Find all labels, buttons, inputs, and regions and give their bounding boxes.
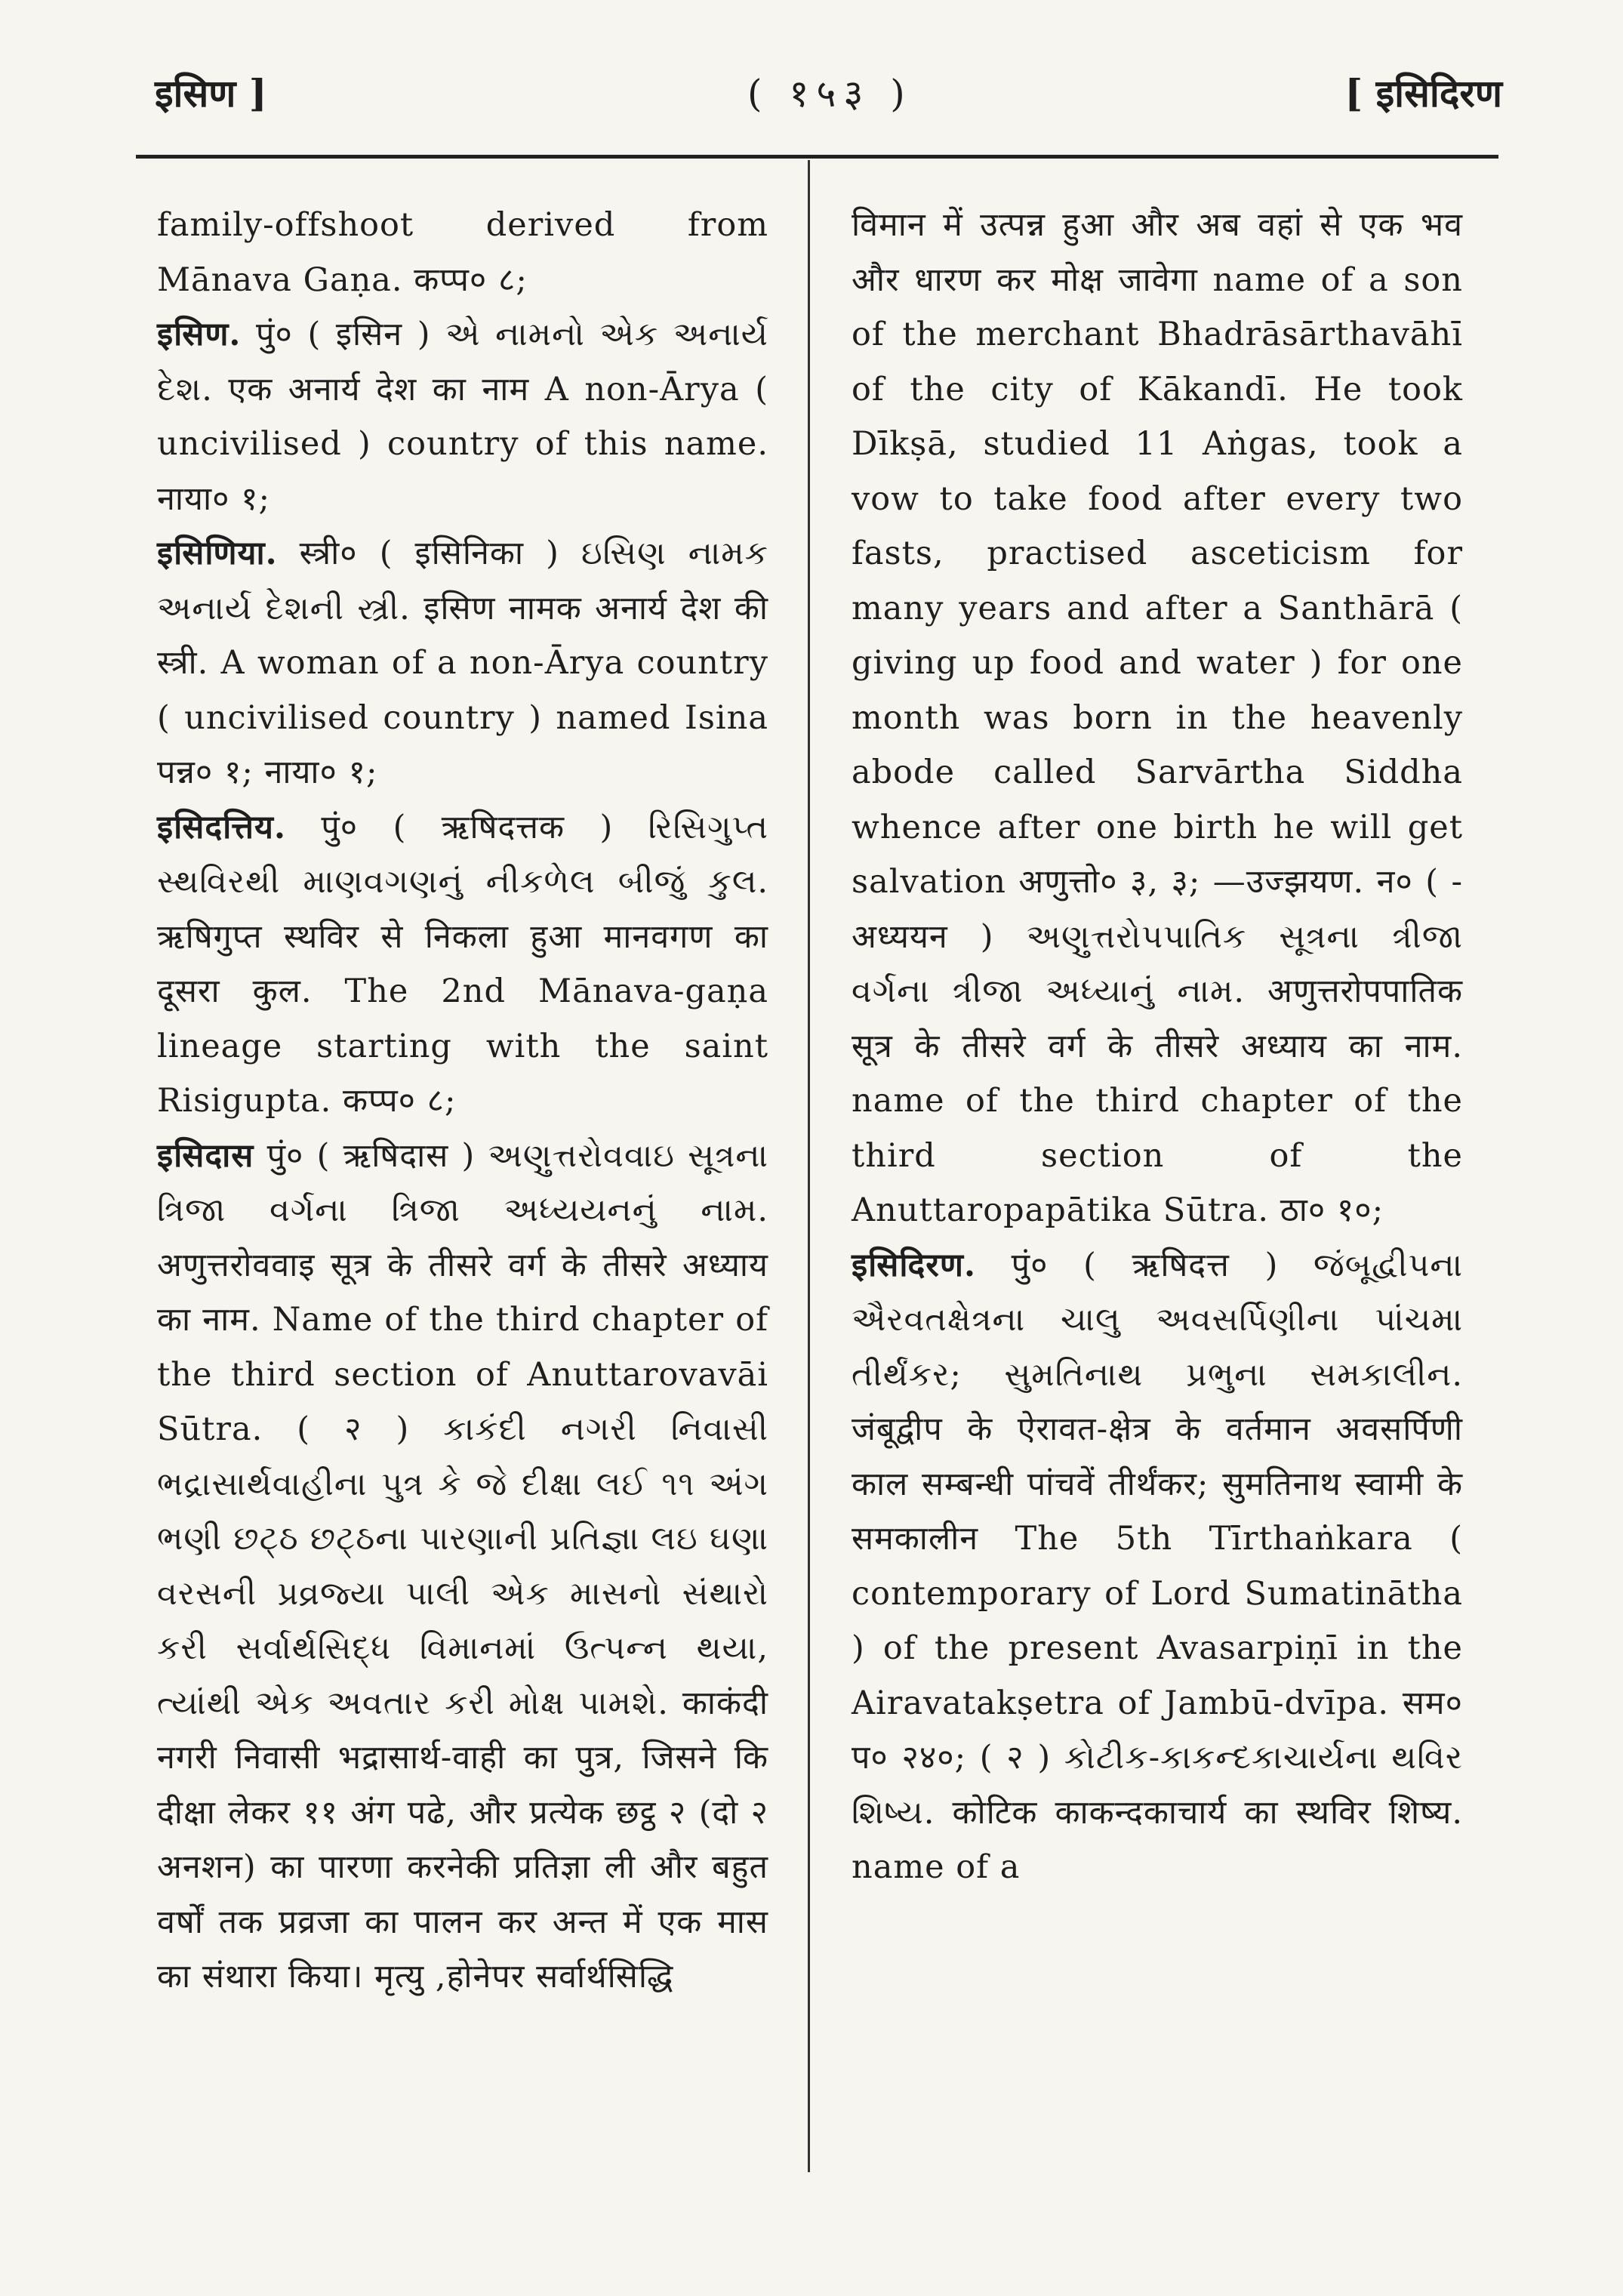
dictionary-entry	[852, 1238, 1463, 1895]
dictionary-entry	[157, 800, 768, 1129]
dictionary-entry	[157, 526, 768, 800]
entry-text: family-offshoot derived from Mānava Gaṇa. कप्प० ८;	[157, 206, 768, 299]
entry-headword: इसिदिरण.	[852, 1246, 976, 1284]
entry-text: पुं० ( इसिन ) એ નામનો એક અનાર્ય દેશ. एक अनार्य देश का नाम A non-Ārya ( uncivilised ) country of this name. नाया० १;	[157, 316, 769, 518]
header-left-guideword: इसिण ]	[155, 71, 267, 116]
dictionary-entry	[157, 307, 768, 526]
entry-text: पुं० ( ऋषिदास ) અણુત્તરોવવાઇ સૂત્રના ત્રિજા વર્ગના ત્રિજા અધ્યયનનું નામ. अणुत्तरोववाइ सूत्र के तीसरे वर्ग के तीसरे अध्याय का नाम. Name of the third chapter of the third section of Anuttarovavāi Sūtra. ( २ ) કાકંદી નગરી નિવાસી ભદ્રાસાર્થવાહીના પુત્ર કે જે દીક્ષા લઈ ૧૧ અંગ ભણી છટ્ઠ છટ્ઠના પારણાની પ્રતિજ્ઞા લઇ ઘણા વરસની પ્રવ્રજ્યા પાલી એક માસનો સંથારો કરી સર્વાર્થસિદ્ધ વિમાનમાં ઉત્પન્ન થયા, ત્યાંથી એક અવતાર કરી મોક્ષ પામશે. काकंदी नगरी निवासी भद्रासार्थ-वाही का पुत्र, जिसने कि दीक्षा लेकर ११ अंग पढे, और प्रत्येक छट्ठ २ (दो २ अनशन) का पारणा करनेकी प्रतिज्ञा ली और बहुत वर्षों तक प्रव्रजा का पालन कर अन्त में एक मास का संथारा किया। मृत्यु ,होनेपर सर्वार्थसिद्धि	[157, 1136, 768, 1996]
entry-text: स्त्री० ( इसिनिका ) ઇસિણ નામક અનાર્ય દેશની સ્ત્રી. इसिण नामक अनार्य देश की स्त्री. A woman of a non-Ārya country ( uncivilised country ) named Isina पन्न० १; नाया० १;	[157, 535, 768, 791]
header-right-guideword: [ इसिदिरण	[1344, 71, 1502, 116]
entry-headword: इसिणिया.	[157, 535, 278, 572]
dictionary-entry	[157, 1129, 768, 2005]
left-column	[157, 198, 768, 2005]
entry-text: पुं० ( ऋषिदत्तक ) રિસિગુપ્ત સ્થવિરથી માણવગણનું નીકળેલ બીજું કુલ. ऋषिगुप्त स्थविर से निकला हुआ मानवगण का दूसरा कुल. The 2nd Mānava-gaṇa lineage starting with the saint Risigupta. कप्प० ८;	[157, 808, 768, 1120]
dictionary-entry	[852, 198, 1463, 1238]
page-header	[0, 66, 1623, 127]
entry-headword: इसिदत्तिय.	[157, 808, 286, 846]
right-column	[852, 198, 1463, 1895]
entry-headword: इसिण.	[157, 316, 242, 353]
entry-text: विमान में उत्पन्न हुआ और अब वहां से एक भव और धारण कर मोक्ष जावेगा name of a son of the merchant Bhadrāsārthavāhī of the city of Kākandī. He took Dīkṣā, studied 11 Aṅgas, took a vow to take food after every two fasts, practised asceticism for many years and after a Santhārā ( giving up food and water ) for one month was born in the heavenly abode called Sarvārtha Siddha whence after one birth he will get salvation अणुत्तो० ३, ३; —उज्झयण. न० ( -अध्ययन ) અણુત્તરોપપાતિક સૂત્રના ત્રીજા વર્ગના ત્રીજા અધ્યાનું નામ. अणुत्तरोपपातिक सूत्र के तीसरे वर्ग के तीसरे अध्याय का नाम. name of the third chapter of the third section of the Anuttaropapātika Sūtra. ठा० १०;	[852, 206, 1463, 1229]
header-rule	[136, 155, 1498, 159]
entry-text: पुं० ( ऋषिदत्त ) જંબૂદ્વીપના ઐરવતક્ષેત્રના ચાલુ અવસર્પિણીના પાંચમા તીર્થંકર; સુમતિનાથ પ્રભુના સમકાલીન. जंबूद्वीप के ऐरावत-क्षेत्र के वर्तमान अवसर्पिणी काल सम्बन्धी पांचवें तीर्थंकर; सुमतिनाथ स्वामी के समकालीन The 5th Tīrthaṅkara ( contemporary of Lord Sumatinātha ) of the present Avasarpiṇī in the Airavatakṣetra of Jambū-dvīpa. सम० प० २४०; ( २ ) કોટીક-કાકન્દકાચાર્યના થવિર શિષ્ય. कोटिक काकन्दकाचार्य का स्थविर शिष्य. name of a	[852, 1246, 1463, 1886]
entry-headword: इसिदास	[157, 1136, 254, 1175]
column-divider	[808, 160, 810, 2172]
dictionary-entry	[157, 198, 768, 307]
page-number: ( १५३ )	[747, 72, 913, 116]
